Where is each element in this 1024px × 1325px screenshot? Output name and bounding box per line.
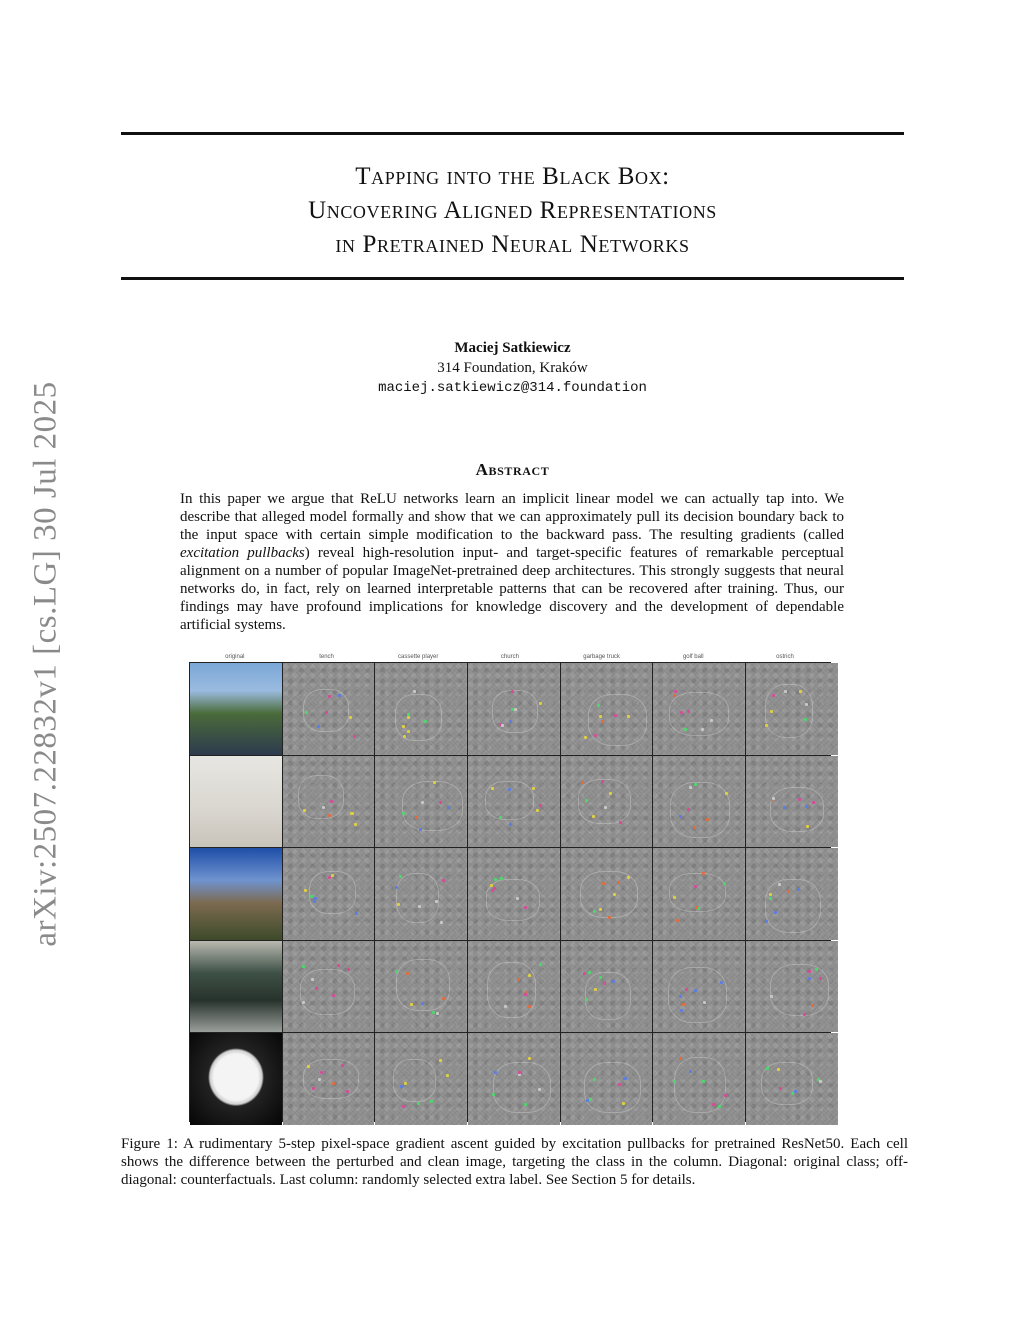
gradient-speck: [779, 1087, 782, 1090]
feature-outline: [585, 972, 630, 1019]
feature-outline: [303, 1059, 359, 1099]
feature-outline: [395, 694, 442, 740]
gradient-speck: [424, 720, 427, 723]
gradient-speck: [609, 792, 612, 795]
feature-outline: [493, 1062, 551, 1113]
pullback-tench-to-golf-ball: [653, 663, 745, 755]
gradient-speck: [303, 809, 306, 812]
gradient-speck: [805, 703, 808, 706]
column-label-original: original: [225, 654, 245, 660]
pullback-tench-to-tench: [283, 663, 375, 755]
gradient-speck: [514, 708, 517, 711]
pullback-golf-ball-to-cassette-player: [375, 1033, 467, 1125]
figure-1: [189, 652, 831, 1122]
column-label-golf-ball: golf ball: [682, 654, 704, 660]
feature-outline: [770, 787, 824, 832]
gradient-speck: [518, 1071, 521, 1074]
gradient-speck: [712, 1103, 715, 1106]
pullback-garbage-truck-to-golf-ball: [653, 941, 745, 1033]
gradient-speck: [539, 702, 542, 705]
feature-outline: [584, 1062, 641, 1113]
gradient-speck: [317, 725, 320, 728]
gradient-speck: [312, 1087, 315, 1090]
gradient-speck: [439, 1059, 442, 1062]
gradient-speck: [500, 877, 503, 880]
pullback-golf-ball-to-church: [468, 1033, 560, 1125]
gradient-speck: [718, 1105, 721, 1108]
author-affiliation: 314 Foundation, Kraków: [437, 360, 588, 376]
gradient-speck: [594, 988, 597, 991]
pullback-cassette-player-to-church: [468, 756, 560, 848]
feature-outline: [668, 967, 727, 1023]
gradient-speck: [397, 903, 400, 906]
pullback-church-to-tench: [283, 848, 375, 940]
gradient-speck: [508, 788, 511, 791]
gradient-speck: [407, 730, 410, 733]
gradient-speck: [331, 874, 334, 877]
gradient-speck: [402, 725, 405, 728]
gradient-speck: [679, 995, 682, 998]
gradient-speck: [509, 720, 512, 723]
feature-outline: [309, 871, 357, 914]
abstract-emphasis: excitation pullbacks: [180, 545, 305, 561]
arxiv-identifier-stamp: arXiv:2507.22832v1 [cs.LG] 30 Jul 2025: [27, 381, 64, 947]
pullback-church-to-golf-ball: [653, 848, 745, 940]
gradient-speck: [328, 876, 331, 879]
gradient-speck: [805, 805, 808, 808]
gradient-speck: [407, 716, 410, 719]
pullback-church-to-cassette-player: [375, 848, 467, 940]
gradient-speck: [584, 736, 587, 739]
gradient-speck: [446, 1074, 449, 1077]
gradient-speck: [599, 908, 602, 911]
title-rule-top: [121, 132, 904, 135]
gradient-speck: [687, 808, 690, 811]
gradient-speck: [318, 1078, 321, 1081]
gradient-speck: [784, 690, 787, 693]
figure-column-labels: [189, 652, 831, 662]
gradient-speck: [440, 921, 443, 924]
gradient-speck: [492, 1093, 495, 1096]
pullback-garbage-truck-to-church: [468, 941, 560, 1033]
pullback-golf-ball-to-golf-ball: [653, 1033, 745, 1125]
gradient-speck: [404, 1082, 407, 1085]
gradient-speck: [304, 889, 307, 892]
abstract-text-before: In this paper we argue that ReLU networks learn an implicit linear model we can actually tap into. We describe that alleged model formally and show that we can approximately pull its decision boundary back to the input space with certain simple modification to the backward pass. The resulting gradients (called: [180, 491, 844, 543]
gradient-speck: [341, 1064, 344, 1067]
gradient-speck: [421, 801, 424, 804]
gradient-speck: [353, 735, 356, 738]
gradient-speck: [315, 987, 318, 990]
gradient-speck: [493, 887, 496, 890]
gradient-speck: [524, 1103, 527, 1106]
gradient-speck: [693, 826, 696, 829]
gradient-speck: [435, 900, 438, 903]
gradient-speck: [799, 690, 802, 693]
feature-outline: [669, 692, 729, 735]
gradient-speck: [536, 809, 539, 812]
gradient-speck: [819, 1080, 822, 1083]
gradient-speck: [778, 883, 781, 886]
gradient-speck: [442, 879, 445, 882]
gradient-speck: [504, 1005, 507, 1008]
gradient-speck: [589, 1098, 592, 1101]
gradient-speck: [819, 977, 822, 980]
feature-outline: [298, 775, 345, 819]
gradient-speck: [619, 821, 622, 824]
gradient-speck: [720, 981, 723, 984]
gradient-speck: [808, 977, 811, 980]
original-image-garbage-truck: [190, 941, 282, 1033]
column-label-tench: tench: [319, 654, 334, 660]
author-block: [121, 338, 904, 398]
pullback-church-to-church: [468, 848, 560, 940]
title-rule-bottom: [121, 277, 904, 280]
gradient-speck: [583, 972, 586, 975]
pullback-tench-to-ostrich: [746, 663, 838, 755]
gradient-speck: [679, 815, 682, 818]
gradient-speck: [328, 695, 331, 698]
gradient-speck: [613, 893, 616, 896]
pullback-cassette-player-to-golf-ball: [653, 756, 745, 848]
gradient-speck: [766, 1067, 769, 1070]
pullback-tench-to-church: [468, 663, 560, 755]
gradient-speck: [311, 978, 314, 981]
feature-outline: [402, 781, 463, 831]
column-label-ostrich: ostrich: [776, 654, 794, 660]
pullback-golf-ball-to-ostrich: [746, 1033, 838, 1125]
gradient-speck: [511, 708, 514, 711]
gradient-speck: [330, 800, 333, 803]
gradient-speck: [585, 799, 588, 802]
pullback-tench-to-garbage-truck: [561, 663, 653, 755]
abstract-text-after: ) reveal high-resolution input- and target-specific features of remarkable perceptual alignment on a number of popular ImageNet-pretrained deep architectures. This strongly suggests that neural networks do, in fact, rely on learned interpretable patterns that can be recovered after training. Thus, our findings may have profound implications for knowledge discovery and the development of dependable artificial systems.: [180, 545, 844, 633]
gradient-speck: [538, 1088, 541, 1091]
gradient-speck: [674, 690, 677, 693]
gradient-speck: [439, 801, 442, 804]
pullback-church-to-garbage-truck: [561, 848, 653, 940]
pullback-cassette-player-to-cassette-player: [375, 756, 467, 848]
figure-caption: Figure 1: A rudimentary 5-step pixel-space gradient ascent guided by excitation pullbacks for pretrained ResNet50. Each cell shows the difference between the perturbed and clean image, targeting the class in the column. Diagonal: original class; off-diagonal: counterfactuals. Last column: randomly selected extra label. See Section 5 for details.: [121, 1136, 908, 1188]
gradient-speck: [618, 1083, 621, 1086]
feature-outline: [492, 690, 538, 733]
gradient-speck: [612, 980, 615, 983]
gradient-speck: [539, 963, 542, 966]
column-label-garbage-truck: garbage truck: [583, 654, 620, 660]
gradient-speck: [332, 1082, 335, 1085]
gradient-speck: [430, 1100, 433, 1103]
paper-title: [121, 160, 904, 262]
gradient-speck: [491, 787, 494, 790]
gradient-speck: [597, 704, 600, 707]
gradient-speck: [710, 719, 713, 722]
gradient-speck: [588, 971, 591, 974]
gradient-speck: [679, 1057, 682, 1060]
original-image-golf-ball: [190, 1033, 282, 1125]
gradient-speck: [812, 801, 815, 804]
gradient-speck: [351, 812, 354, 815]
gradient-speck: [349, 716, 352, 719]
feature-outline: [770, 964, 829, 1016]
gradient-speck: [509, 823, 512, 826]
gradient-speck: [815, 968, 818, 971]
gradient-speck: [494, 1071, 497, 1074]
gradient-speck: [614, 714, 617, 717]
gradient-speck: [804, 718, 807, 721]
gradient-speck: [417, 1102, 420, 1105]
gradient-speck: [680, 711, 683, 714]
gradient-speck: [774, 911, 777, 914]
pullback-garbage-truck-to-tench: [283, 941, 375, 1033]
feature-outline: [486, 879, 540, 920]
feature-outline: [487, 962, 536, 1017]
gradient-speck: [617, 881, 620, 884]
gradient-speck: [354, 823, 357, 826]
gradient-speck: [585, 998, 588, 1001]
gradient-speck: [725, 792, 728, 795]
gradient-speck: [772, 694, 775, 697]
gradient-speck: [599, 976, 602, 979]
original-image-church: [190, 848, 282, 940]
gradient-speck: [436, 1012, 439, 1015]
gradient-speck: [806, 825, 809, 828]
gradient-speck: [798, 798, 801, 801]
abstract-body: [180, 490, 844, 634]
title-line-3: in Pretrained Neural Networks: [335, 231, 690, 258]
gradient-speck: [532, 787, 535, 790]
gradient-speck: [418, 905, 421, 908]
gradient-speck: [305, 711, 308, 714]
gradient-speck: [680, 1009, 683, 1012]
feature-outline: [670, 782, 730, 838]
pullback-cassette-player-to-garbage-truck: [561, 756, 653, 848]
column-label-church: church: [500, 654, 519, 660]
gradient-speck: [724, 1094, 727, 1097]
gradient-speck: [601, 780, 604, 783]
feature-outline: [300, 969, 355, 1015]
gradient-speck: [332, 994, 335, 997]
gradient-speck: [320, 1071, 323, 1074]
gradient-speck: [442, 997, 445, 1000]
gradient-speck: [694, 989, 697, 992]
gradient-speck: [337, 964, 340, 967]
pullback-golf-ball-to-garbage-truck: [561, 1033, 653, 1125]
gradient-speck: [528, 974, 531, 977]
gradient-speck: [673, 1080, 676, 1083]
gradient-speck: [347, 968, 350, 971]
pullback-golf-ball-to-tench: [283, 1033, 375, 1125]
gradient-speck: [302, 1001, 305, 1004]
gradient-speck: [310, 895, 313, 898]
gradient-speck: [528, 1005, 531, 1008]
gradient-speck: [599, 715, 602, 718]
gradient-speck: [592, 815, 595, 818]
pullback-church-to-ostrich: [746, 848, 838, 940]
gradient-speck: [684, 728, 687, 731]
gradient-speck: [539, 804, 542, 807]
feature-outline: [393, 1059, 436, 1102]
gradient-speck: [673, 694, 676, 697]
gradient-speck: [594, 734, 597, 737]
gradient-speck: [706, 818, 709, 821]
gradient-speck: [432, 1011, 435, 1014]
gradient-speck: [302, 965, 305, 968]
gradient-speck: [593, 910, 596, 913]
gradient-speck: [490, 884, 493, 887]
gradient-speck: [322, 806, 325, 809]
title-line-1: Tapping into the Black Box:: [355, 163, 670, 190]
gradient-speck: [627, 876, 630, 879]
gradient-speck: [803, 1013, 806, 1016]
gradient-speck: [701, 728, 704, 731]
gradient-speck: [694, 885, 697, 888]
pullback-tench-to-cassette-player: [375, 663, 467, 755]
figure-image-grid: [189, 662, 831, 1122]
gradient-speck: [355, 912, 358, 915]
column-label-cassette-player: cassette player: [398, 654, 439, 660]
title-line-2: Uncovering Aligned Representations: [308, 197, 717, 224]
gradient-speck: [608, 916, 611, 919]
gradient-speck: [601, 720, 604, 723]
pullback-cassette-player-to-tench: [283, 756, 375, 848]
original-image-cassette-player: [190, 756, 282, 848]
gradient-speck: [499, 816, 502, 819]
gradient-speck: [765, 724, 768, 727]
pullback-garbage-truck-to-cassette-player: [375, 941, 467, 1033]
pullback-cassette-player-to-ostrich: [746, 756, 838, 848]
pullback-garbage-truck-to-ostrich: [746, 941, 838, 1033]
original-image-tench: [190, 663, 282, 755]
gradient-speck: [676, 919, 679, 922]
feature-outline: [396, 873, 439, 923]
gradient-speck: [702, 872, 705, 875]
gradient-speck: [811, 1004, 814, 1007]
gradient-speck: [673, 896, 676, 899]
gradient-speck: [528, 1057, 531, 1060]
gradient-speck: [791, 1092, 794, 1095]
gradient-speck: [685, 988, 688, 991]
gradient-speck: [328, 814, 331, 817]
gradient-speck: [402, 1105, 405, 1108]
gradient-speck: [338, 694, 341, 697]
author-name: Maciej Satkiewicz: [454, 340, 571, 356]
gradient-speck: [581, 781, 584, 784]
gradient-speck: [346, 1090, 349, 1093]
gradient-speck: [413, 690, 416, 693]
gradient-speck: [400, 1085, 403, 1088]
author-email: maciej.satkiewicz@314.foundation: [378, 380, 647, 396]
feature-outline: [588, 694, 647, 746]
feature-outline: [765, 879, 821, 933]
pullback-garbage-truck-to-garbage-truck: [561, 941, 653, 1033]
abstract-heading: Abstract: [475, 460, 550, 479]
gradient-speck: [765, 920, 768, 923]
gradient-speck: [395, 970, 398, 973]
gradient-speck: [797, 888, 800, 891]
